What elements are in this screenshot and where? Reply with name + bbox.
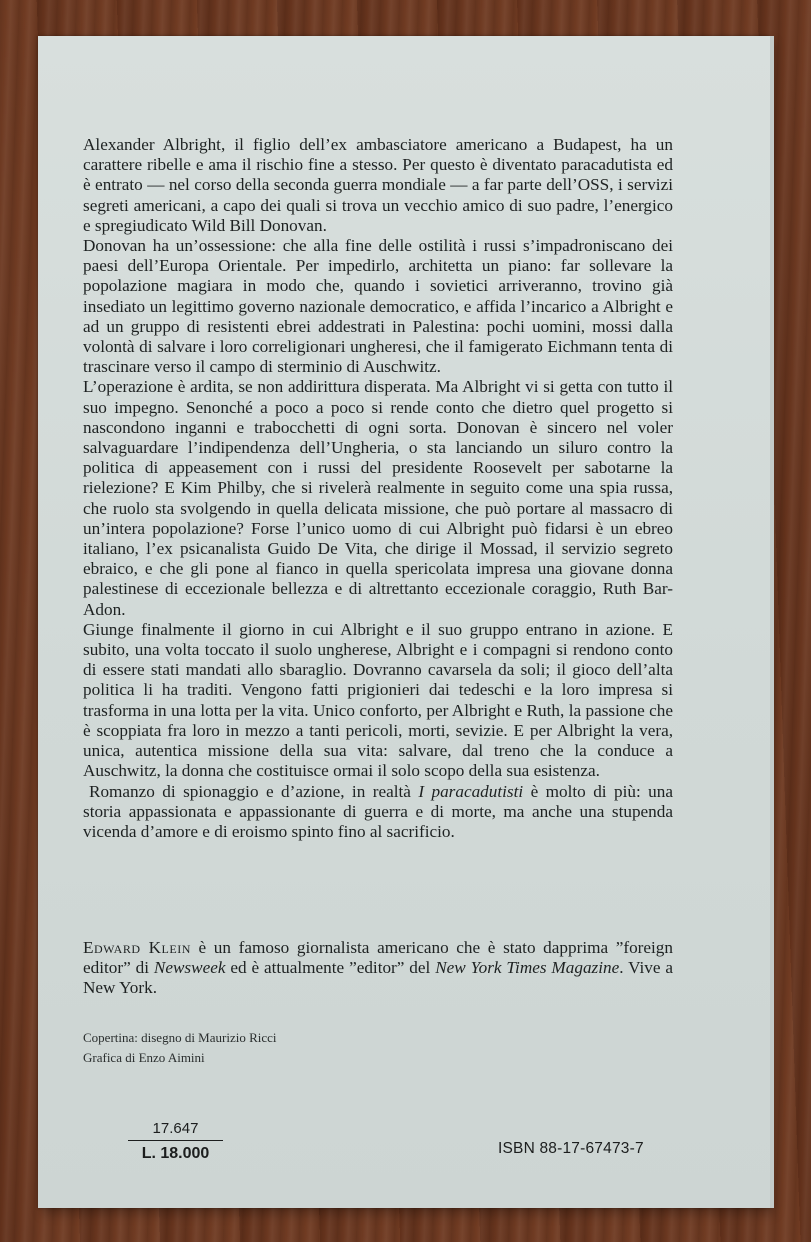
blurb-text xyxy=(83,135,673,842)
graphics-credit: Grafica di Enzo Aimini xyxy=(83,1050,205,1065)
magazine-nyt: New York Times Magazine xyxy=(435,958,620,978)
blurb-paragraph-4: Giunge finalmente il giorno in cui Albright e il suo gruppo entrano in azione. E subito, una volta toccato il suolo ungherese, Albright e i compagni si rendono conto di essere stati mandati allo sbaraglio. Dovranno cavarsela da soli; il gioco dell’alta politica li ha traditi. Vengono fatti prigionieri dai tedeschi e la loro impresa si trasforma in una lotta per la vita. Unico conforto, per Albright e Ruth, la passione che è scoppiata fra loro in mezzo a tanti pericoli, morti, sevizie. E per Albright la vera, unica, autentica missione della sua vita: salvare, dal treno che la conduce a Auschwitz, la donna che costituisce ormai il solo scopo della sua esistenza. xyxy=(83,619,673,781)
author-note-a: è un famoso giornalista americano che è stato dapprima ”foreign editor” di xyxy=(83,938,673,978)
blurb-paragraph-3: L’operazione è ardita, se non addirittura disperata. Ma Albright vi si getta con tutto il suo impegno. Senonché a poco a poco si rende conto che dietro quel progetto si nascondono inganni e trabocchetti di ogni sorta. Donovan è sincero nel voler salvaguardare l’indipendenza dell’Ungheria, o sta lanciando un siluro contro la politica di appeasement con i russi del presidente Roosevelt per sabotarne la rielezione? E Kim Philby, che si rivelerà realmente in seguito come una spia russa, che ruolo sta svolgendo in quella delicata missione, che può portare al massacro di un’intera popolazione? Forse l’unico uomo di cui Albright può fidarsi è un ebreo italiano, l’ex psicanalista Guido De Vita, che dirige il Mossad, il servizio segreto ebraico, e che gli pone al fianco in quella spericolata impresa una giovane donna palestinese di eccezionale bellezza e di altrettanto eccezionale coraggio, Ruth Bar-Adon. xyxy=(83,377,673,619)
blurb-p5-end: è molto di più: una storia appassionata e appassionante di guerra e di morte, ma anche una stupenda vicenda d’amore e di eroismo spinto fino al sacrificio. xyxy=(83,781,673,841)
credits xyxy=(83,1028,277,1068)
author-note-b: ed è attualmente ”editor” del xyxy=(225,958,436,978)
author-note xyxy=(83,938,673,999)
magazine-newsweek: Newsweek xyxy=(153,958,226,978)
price: L. 18.000 xyxy=(141,1145,210,1162)
price-divider xyxy=(128,1140,223,1141)
author-note-c: . Vive a New York. xyxy=(83,958,673,998)
price-block xyxy=(128,1120,223,1165)
book-title: I paracadutisti xyxy=(418,781,524,801)
blurb-p5-start: Romanzo di spionaggio e d’azione, in realtà xyxy=(89,781,419,801)
blurb-paragraph-1: Alexander Albright, il figlio dell’ex ambasciatore americano a Budapest, ha un carattere ribelle e ama il rischio fine a stesso. Per questo è diventato paracadutista ed è entrato — nel corso della seconda guerra mondiale — a far parte dell’OSS, i servizi segreti americani, a capo dei quali si trova un vecchio amico di suo padre, l’energico e spregiudicato Wild Bill Donovan. xyxy=(83,135,673,235)
cover-credit: Copertina: disegno di Maurizio Ricci xyxy=(83,1030,277,1045)
blurb-paragraph-5 xyxy=(83,782,673,843)
isbn: ISBN 88-17-67473-7 xyxy=(498,1140,644,1157)
author-name: Edward Klein xyxy=(83,938,191,957)
blurb-paragraph-2: Donovan ha un’ossessione: che alla fine delle ostilità i russi s’impadroniscano dei paesi dell’Europa Orientale. Per impedirlo, architetta un piano: far sollevare la popolazione magiara in modo che, quando i sovietici arriveranno, trovino già insediato un legittimo governo nazionale democratico, e affida l’incarico a Albright e ad un gruppo di resistenti ebrei addestrati in Palestina: pochi uomini, mossi dalla volontà di salvare i loro correligionari ungheresi, che il famigerato Eichmann tenta di trascinare verso il campo di sterminio di Auschwitz. xyxy=(83,236,673,377)
cover-edge xyxy=(770,36,774,1208)
catalog-code: 17.647 xyxy=(152,1120,199,1137)
